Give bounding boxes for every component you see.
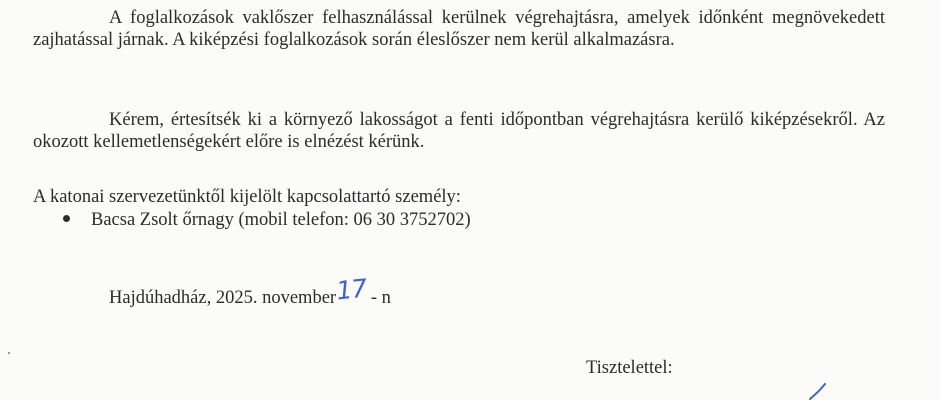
date-prefix: Hajdúhadház, 2025. november [109, 288, 337, 308]
scan-speck [8, 352, 10, 354]
paragraph-notify-residents [33, 109, 885, 153]
bullet-icon [63, 215, 70, 222]
signature-stroke-icon [808, 383, 828, 400]
paragraph-notify-residents-text: Kérem, értesítsék ki a környező lakosságot a fenti időpontban végrehajtásra kerülő kiképzésekről. Az okozott kellemetlenségekért előre is elnézést kérünk. [33, 110, 885, 152]
handwritten-day: 17 [335, 273, 368, 306]
paragraph-blank-ammunition-text: A foglalkozások vaklőszer felhasználással kerülnek végrehajtásra, amelyek időnként megnövekedett zajhatással járnak. A kiképzési foglalkozások során éleslőszer nem kerül alkalmazásra. [33, 8, 885, 50]
contact-person: Bacsa Zsolt őrnagy (mobil telefon: 06 30 3752702) [91, 210, 471, 230]
paragraph-blank-ammunition [33, 7, 885, 51]
place-and-date [109, 273, 391, 309]
contact-intro: A katonai szervezetünktől kijelölt kapcsolattartó személy: [33, 187, 461, 207]
contact-list-item [63, 209, 471, 231]
date-suffix: - n [370, 288, 391, 308]
closing-salutation: Tisztelettel: [586, 358, 673, 378]
